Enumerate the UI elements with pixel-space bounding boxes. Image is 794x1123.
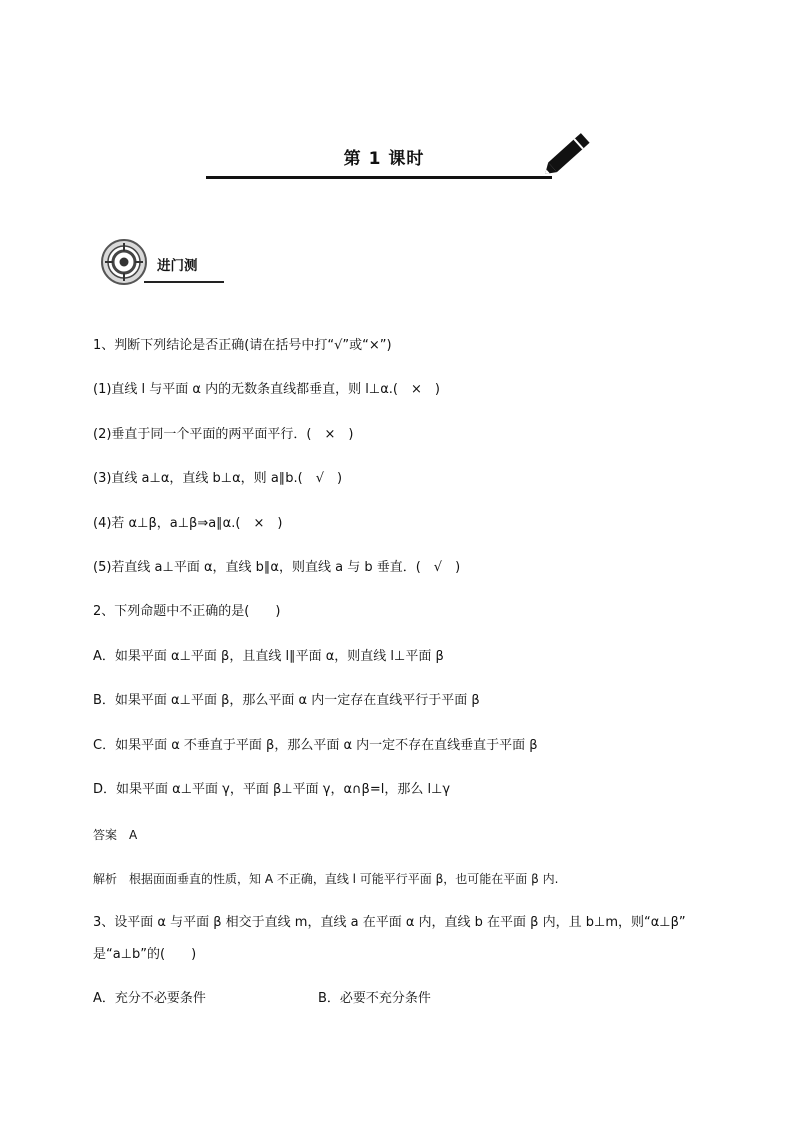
question-2-option-b: B．如果平面 α⊥平面 β，那么平面 α 内一定存在直线平行于平面 β <box>93 693 480 708</box>
target-icon <box>100 238 148 286</box>
pencil-icon <box>538 128 596 182</box>
question-3-stem-line-2: 是“a⊥b”的( ) <box>93 947 197 962</box>
question-3-option-a: A．充分不必要条件 <box>93 991 206 1006</box>
title-underline <box>206 176 552 179</box>
question-1-item-2: (2)垂直于同一个平面的两平面平行．( × ) <box>93 427 354 442</box>
question-1-stem: 1、判断下列结论是否正确(请在括号中打“√”或“×”) <box>93 338 392 353</box>
question-1-item-5: (5)若直线 a⊥平面 α，直线 b∥α，则直线 a 与 b 垂直．( √ ) <box>93 560 461 575</box>
question-2-analysis: 解析 根据面面垂直的性质，知 A 不正确，直线 l 可能平行平面 β，也可能在平面 β 内. <box>93 872 559 886</box>
question-1-item-3: (3)直线 a⊥α，直线 b⊥α，则 a∥b.( √ ) <box>93 471 343 486</box>
section-underline <box>144 281 224 283</box>
section-badge <box>100 238 224 286</box>
question-2-option-c: C．如果平面 α 不垂直于平面 β，那么平面 α 内一定不存在直线垂直于平面 β <box>93 738 538 753</box>
section-label: 进门测 <box>157 258 198 274</box>
question-2-answer: 答案 A <box>93 828 138 842</box>
question-1-item-1: (1)直线 l 与平面 α 内的无数条直线都垂直，则 l⊥α.( × ) <box>93 382 440 397</box>
question-2-option-a: A．如果平面 α⊥平面 β，且直线 l∥平面 α，则直线 l⊥平面 β <box>93 649 444 664</box>
question-3-option-b: B．必要不充分条件 <box>318 991 431 1006</box>
question-2-option-d: D．如果平面 α⊥平面 γ，平面 β⊥平面 γ，α∩β=l，那么 l⊥γ <box>93 782 451 797</box>
question-1-item-4: (4)若 α⊥β，a⊥β⇒a∥α.( × ) <box>93 516 283 531</box>
page-title: 第 1 课时 <box>343 149 425 169</box>
question-3-stem-line-1: 3、设平面 α 与平面 β 相交于直线 m，直线 a 在平面 α 内，直线 b 在平面 β 内，且 b⊥m，则“α⊥β” <box>93 915 686 930</box>
question-2-stem: 2、下列命题中不正确的是( ) <box>93 604 281 619</box>
title-block <box>206 140 596 190</box>
